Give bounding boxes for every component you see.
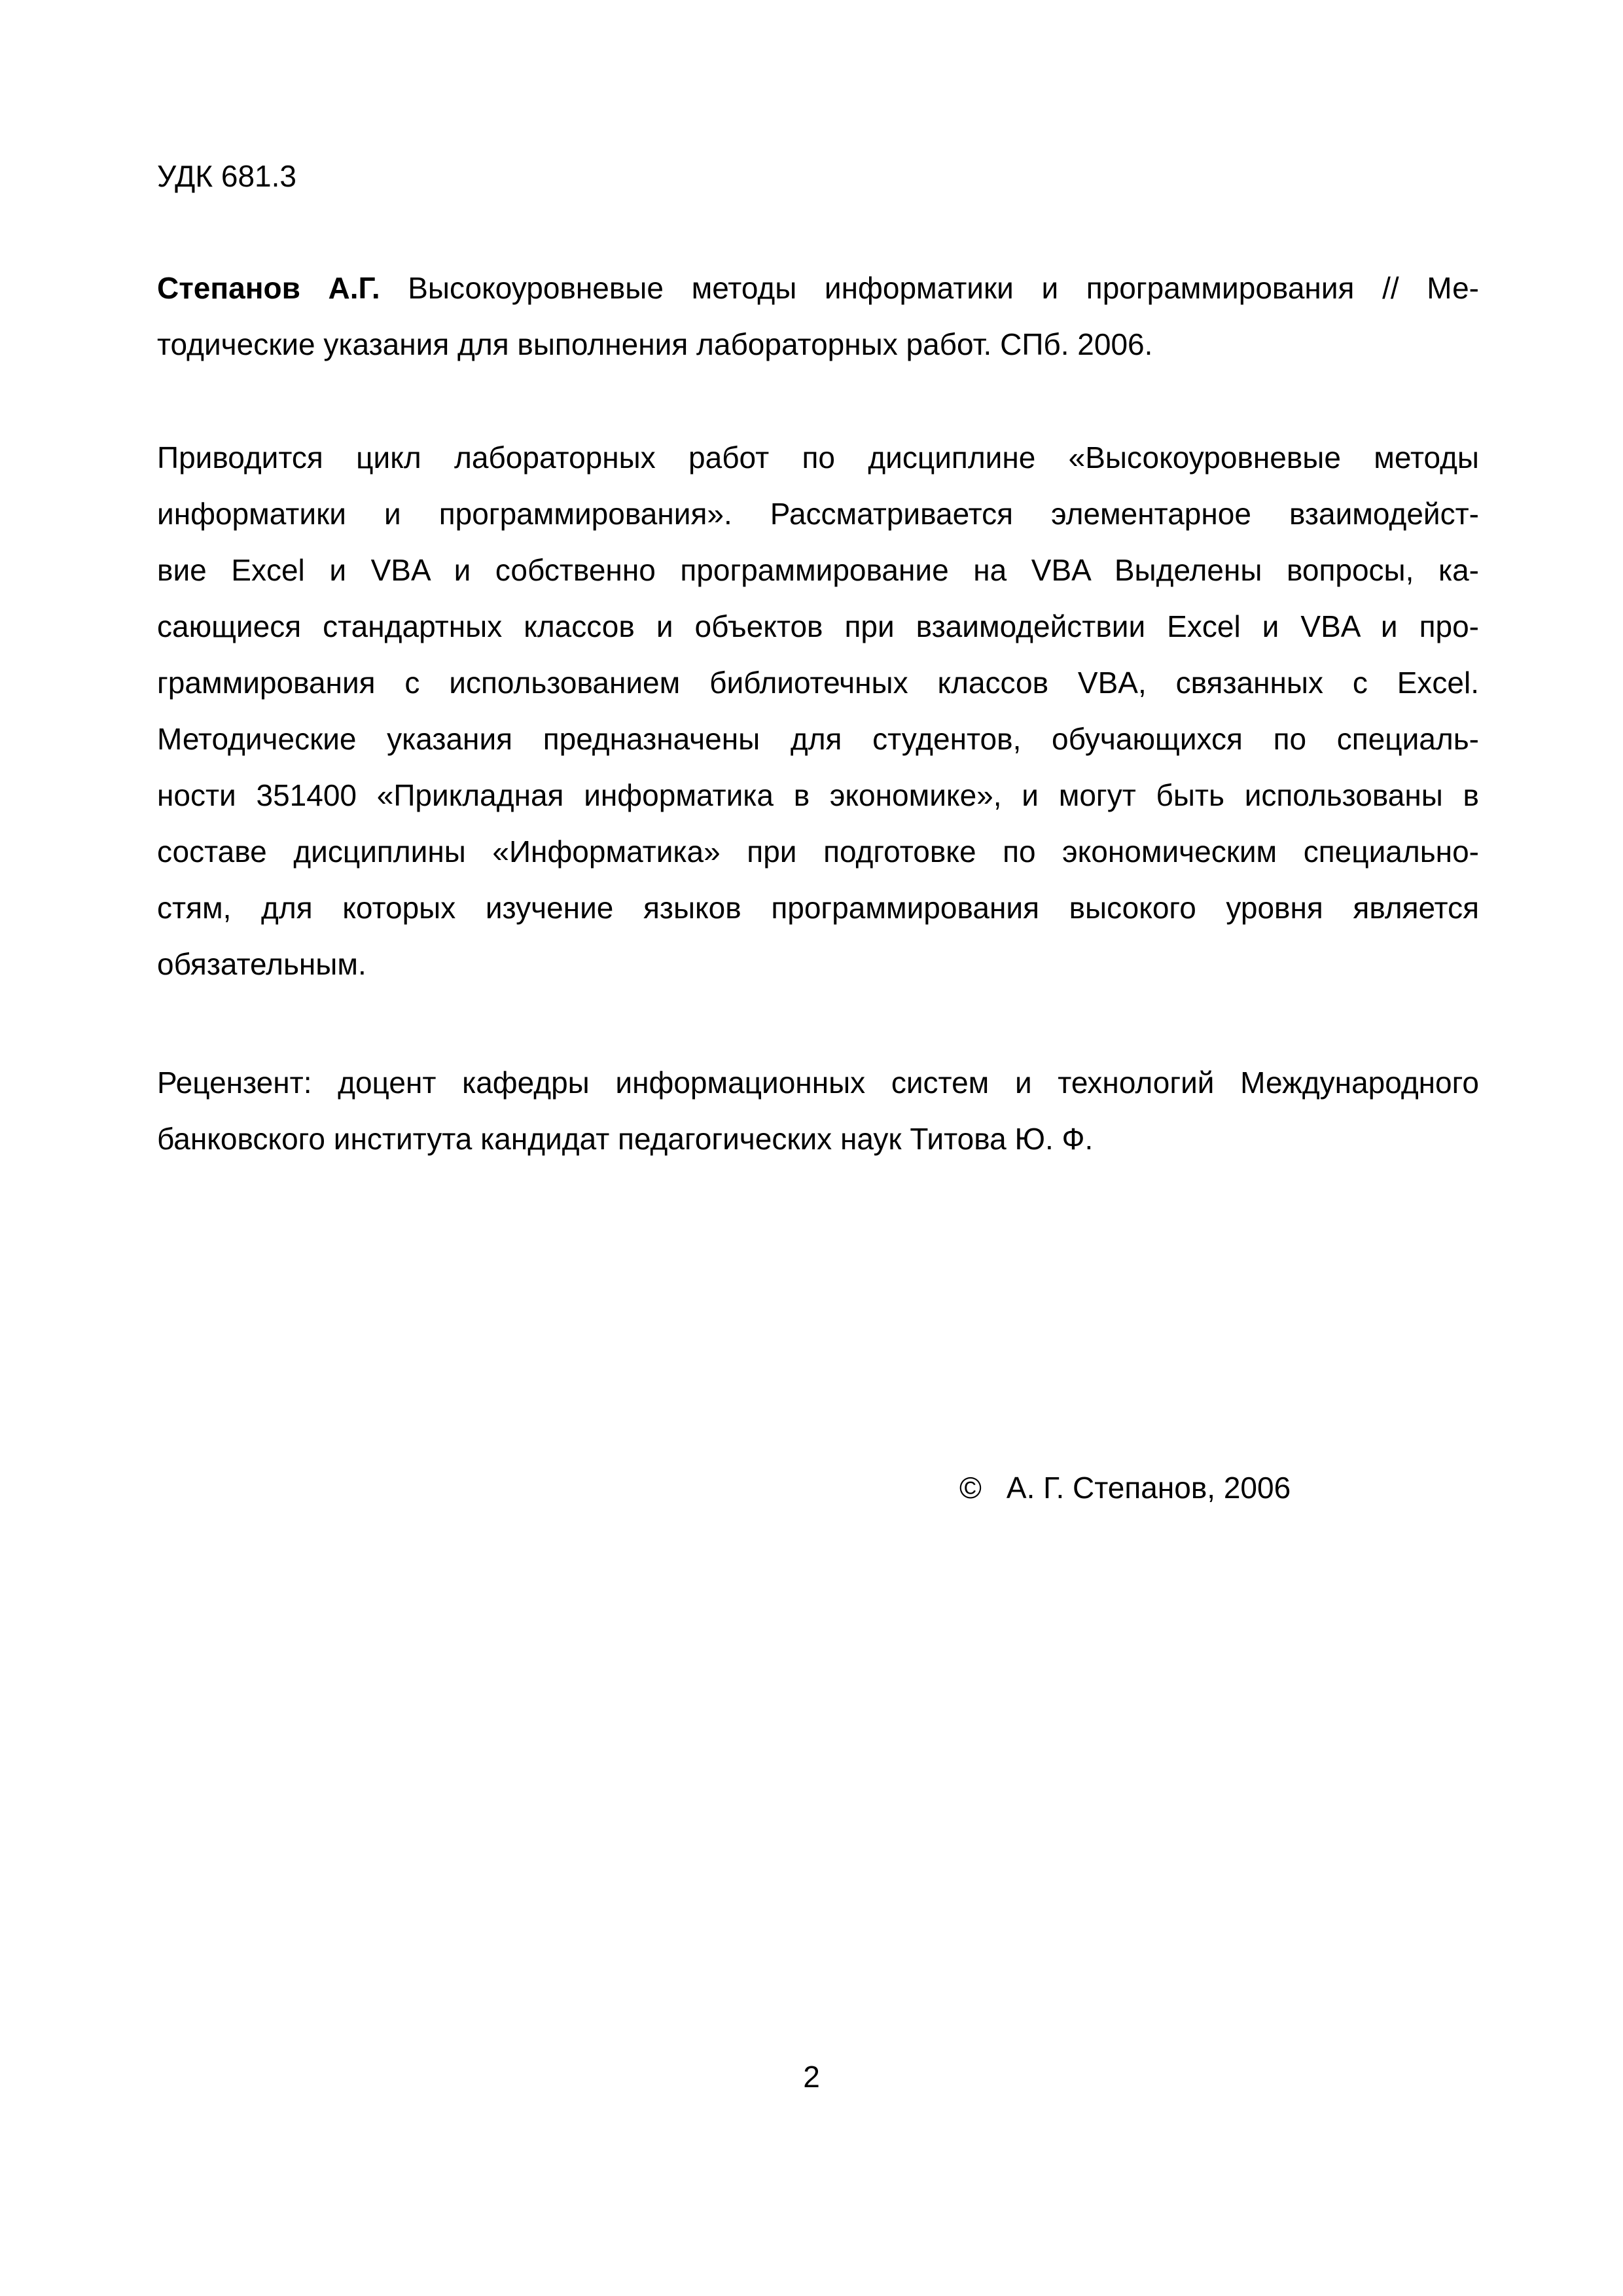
annotation-line: Методические указания предназначены для студентов, обучающихся по специаль- <box>157 722 1479 756</box>
copyright-icon: © <box>959 1471 982 1505</box>
bibliographic-line: тодические указания для выполнения лабораторных работ. СПб. 2006. <box>157 327 1153 361</box>
bibliographic-description <box>157 260 1479 372</box>
annotation-line: вие Excel и VBA и собственно программирование на VBA Выделены вопросы, ка- <box>157 553 1479 587</box>
reviewer-line: Рецензент: доцент кафедры информационных систем и технологий Международного <box>157 1066 1479 1100</box>
bibliographic-title-part: Высокоуровневые методы информатики и программирования // Ме- <box>380 271 1480 305</box>
annotation-line: обязательным. <box>157 947 366 981</box>
reviewer-paragraph <box>157 1054 1479 1167</box>
udk-code: УДК 681.3 <box>157 159 296 193</box>
annotation-line: составе дисциплины «Информатика» при подготовке по экономическим специально- <box>157 834 1479 869</box>
annotation-line: информатики и программирования». Рассматривается элементарное взаимодейст- <box>157 497 1479 531</box>
annotation-line: стям, для которых изучение языков программирования высокого уровня является <box>157 891 1479 925</box>
annotation-line: сающиеся стандартных классов и объектов при взаимодействии Excel и VBA и про- <box>157 609 1479 643</box>
reviewer-line: банковского института кандидат педагогических наук Титова Ю. Ф. <box>157 1122 1094 1156</box>
annotation-line: граммирования с использованием библиотечных классов VBA, связанных с Excel. <box>157 666 1479 700</box>
annotation-line: Приводится цикл лабораторных работ по дисциплине «Высокоуровневые методы <box>157 440 1479 475</box>
annotation-line: ности 351400 «Прикладная информатика в экономике», и могут быть использованы в <box>157 778 1479 812</box>
copyright-notice <box>959 1460 1291 1516</box>
copyright-text: А. Г. Степанов, 2006 <box>1006 1471 1291 1505</box>
bibliographic-line <box>157 260 1479 316</box>
annotation-paragraph <box>157 429 1479 992</box>
author-name: Степанов А.Г. <box>157 271 380 305</box>
page-number: 2 <box>803 2060 820 2094</box>
